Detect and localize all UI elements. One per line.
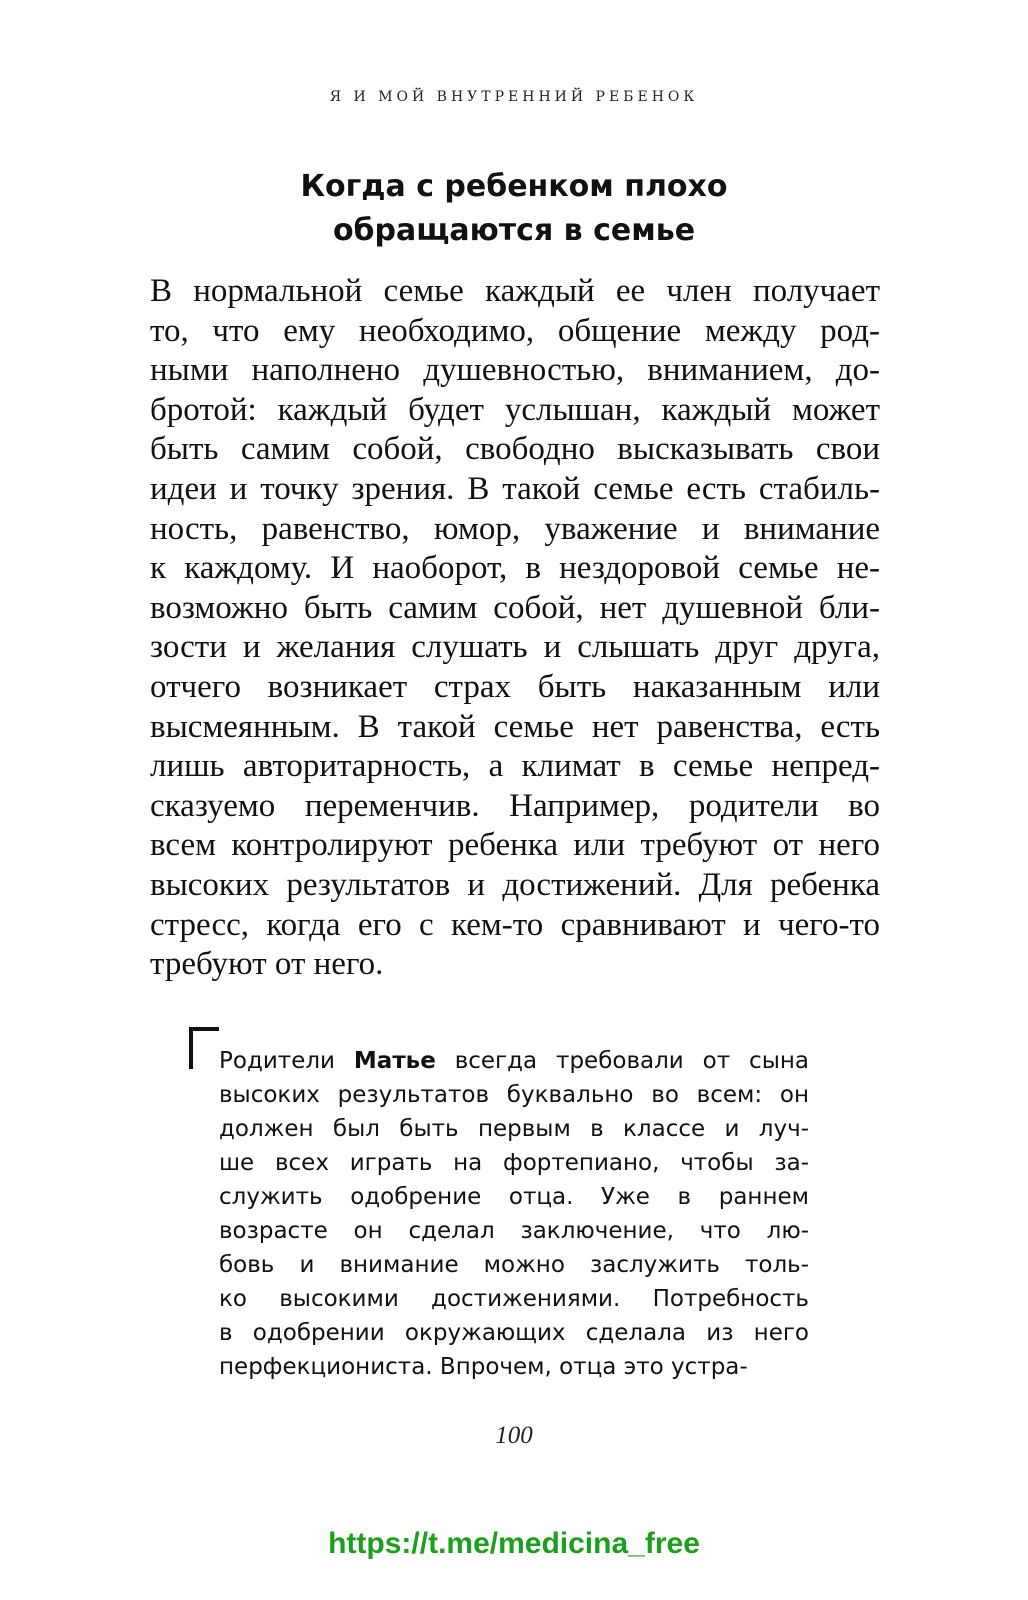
sidebar-line: должен был быть первым в классе и луч- (219, 1116, 809, 1142)
body-line: отчего возникает страх быть наказанным или (150, 668, 880, 705)
body-line: В нормальной семье каждый ее член получает (150, 273, 880, 309)
body-line: требуют от него. (150, 946, 384, 983)
section-title (0, 165, 1028, 253)
body-line: лишь авторитарность, а климат в семье непред- (150, 748, 880, 785)
sidebar-first-line (219, 1044, 809, 1078)
sidebar-line: высоких результатов буквально во всем: он (219, 1082, 809, 1108)
body-line: высоких результатов и достижений. Для ребенка (150, 866, 880, 903)
body-line: ность, равенство, юмор, уважение и внимание (150, 510, 880, 547)
sidebar-line: бовь и внимание можно заслужить толь- (219, 1252, 809, 1278)
body-line: стресс, когда его с кем-то сравнивают и чего-то (150, 906, 880, 943)
body-line: быть самим собой, свободно высказывать свои (150, 431, 880, 468)
sidebar-text-run: всегда требовали от сына (435, 1048, 809, 1074)
body-line: идеи и точку зрения. В такой семье есть стабиль- (150, 470, 880, 507)
page-number: 100 (495, 1422, 533, 1449)
bracket-horizontal-rule (189, 1027, 219, 1031)
body-text (150, 272, 880, 985)
body-line: ными наполнено душевностью, вниманием, до- (150, 352, 880, 389)
sidebar-line: ко высокими достижениями. Потребность (219, 1286, 809, 1312)
body-line: возможно быть самим собой, нет душевной бли- (150, 589, 880, 626)
section-title-line: Когда с ребенком плохо (300, 169, 728, 204)
bracket-vertical-rule (189, 1027, 193, 1069)
section-title-line: обращаются в семье (332, 213, 696, 248)
sidebar-line: перфекциониста. Впрочем, отца это устра- (219, 1354, 748, 1380)
watermark-link[interactable]: https://t.me/medicina_free (328, 1527, 700, 1560)
body-line: бротой: каждый будет услышан, каждый может (150, 391, 880, 428)
sidebar-line: ше всех играть на фортепиано, чтобы за- (219, 1150, 809, 1176)
body-line: зости и желания слушать и слышать друг друга, (150, 629, 880, 666)
sidebar-text-run: Родители (219, 1048, 354, 1074)
case-study-sidebar (219, 1044, 809, 1384)
body-line: то, что ему необходимо, общение между род- (150, 312, 880, 349)
sidebar-line: в одобрении окружающих сделала из него (219, 1320, 809, 1346)
body-line: всем контролируют ребенка или требуют от него (150, 827, 880, 864)
sidebar-name-bold: Матье (353, 1048, 436, 1074)
sidebar-line: возрасте он сделал заключение, что лю- (219, 1218, 809, 1244)
sidebar-line: служить одобрение отца. Уже в раннем (219, 1184, 809, 1210)
body-line: сказуемо переменчив. Например, родители во (150, 787, 880, 824)
running-head: Я И МОЙ ВНУТРЕННИЙ РЕБЕНОК (329, 89, 699, 105)
sidebar-corner-bracket (189, 1027, 219, 1069)
body-line: высмеянным. В такой семье нет равенства, есть (150, 708, 880, 745)
body-line: к каждому. И наоборот, в нездоровой семье не- (150, 550, 880, 587)
